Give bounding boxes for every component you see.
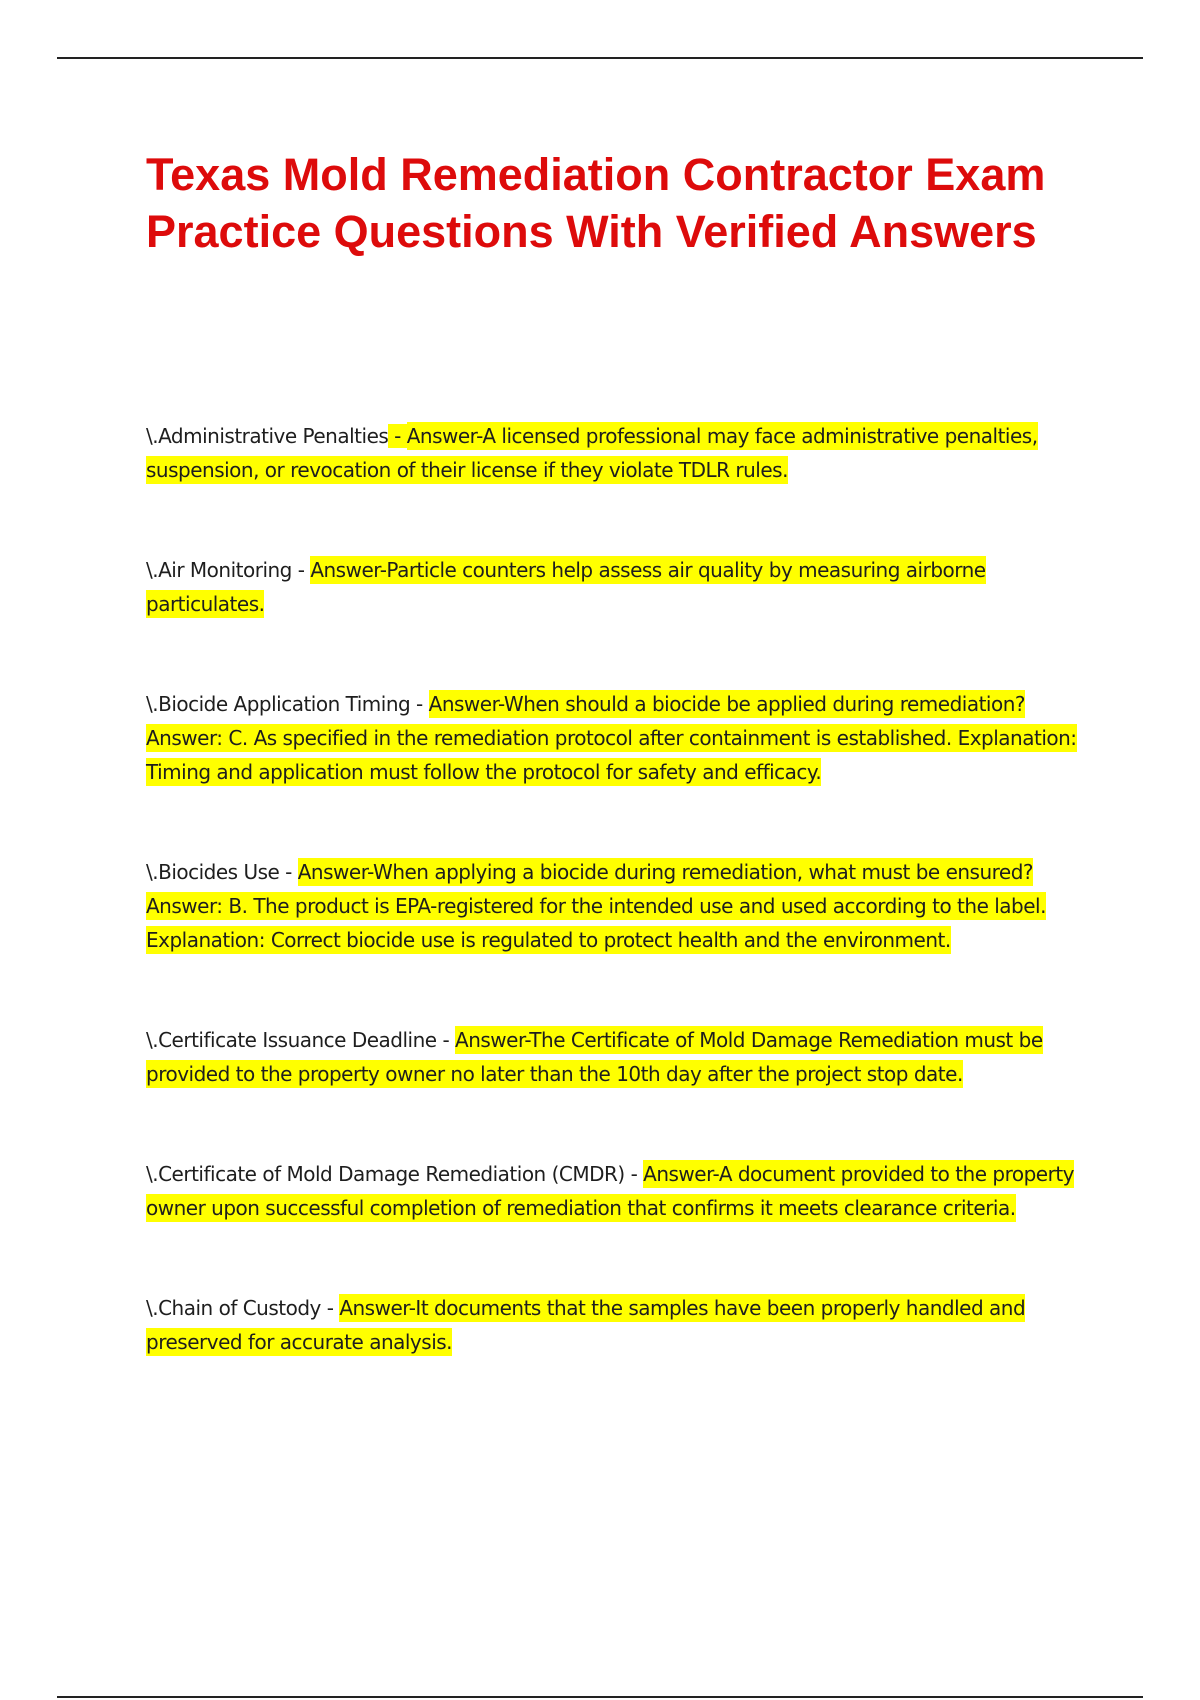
qa-entry: [146, 855, 1081, 957]
top-rule: [57, 57, 1143, 59]
qa-entry: [146, 1023, 1081, 1091]
entry-separator: -: [388, 424, 407, 448]
qa-entry: [146, 687, 1081, 789]
entry-answer: Answer-Particle counters help assess air quality by measuring airborne particulates.: [146, 558, 986, 616]
bottom-rule: [57, 1696, 1143, 1698]
entry-term: \.Air Monitoring: [146, 558, 292, 582]
document-title: Texas Mold Remediation Contractor Exam Practice Questions With Verified Answers: [146, 149, 1046, 257]
qa-entry: [146, 553, 1081, 621]
entry-separator: -: [410, 692, 429, 716]
entry-answer: Answer-A licensed professional may face administrative penalties, suspension, or revocation of their license if they violate TDLR rules.: [146, 424, 1038, 482]
entry-answer: Answer-It documents that the samples have been properly handled and preserved for accurate analysis.: [146, 1296, 1026, 1354]
entry-answer: Answer-A document provided to the property owner upon successful completion of remediation that confirms it meets clearance criteria.: [146, 1162, 1075, 1220]
qa-list: [146, 419, 1081, 1425]
entry-separator: -: [279, 860, 298, 884]
entry-separator: -: [436, 1028, 456, 1052]
entry-answer: Answer-The Certificate of Mold Damage Remediation must be provided to the property owner no later than the 10th day after the project stop date.: [146, 1028, 1043, 1086]
entry-answer: Answer-When should a biocide be applied during remediation? Answer: C. As specified in the remediation protocol after containment is established. Explanation: Timing and application must follow the protocol for safety and efficacy.: [146, 692, 1077, 784]
entry-separator: -: [320, 1296, 340, 1320]
entry-term: \.Certificate Issuance Deadline: [146, 1028, 437, 1052]
entry-term: \.Biocides Use: [146, 860, 280, 884]
entry-term: \.Administrative Penalties: [146, 424, 389, 448]
qa-entry: [146, 1157, 1081, 1225]
entry-separator: -: [291, 558, 311, 582]
qa-entry: [146, 1291, 1081, 1359]
entry-answer: Answer-When applying a biocide during remediation, what must be ensured? Answer: B. The product is EPA-registered for the intended use and used according to the label. Explanation: Correct biocide use is regulated to protect health and the environment.: [146, 860, 1046, 952]
entry-term: \.Certificate of Mold Damage Remediation (CMDR): [146, 1162, 625, 1186]
entry-term: \.Biocide Application Timing: [146, 692, 411, 716]
entry-separator: -: [624, 1162, 644, 1186]
qa-entry: [146, 419, 1081, 487]
entry-term: \.Chain of Custody: [146, 1296, 321, 1320]
